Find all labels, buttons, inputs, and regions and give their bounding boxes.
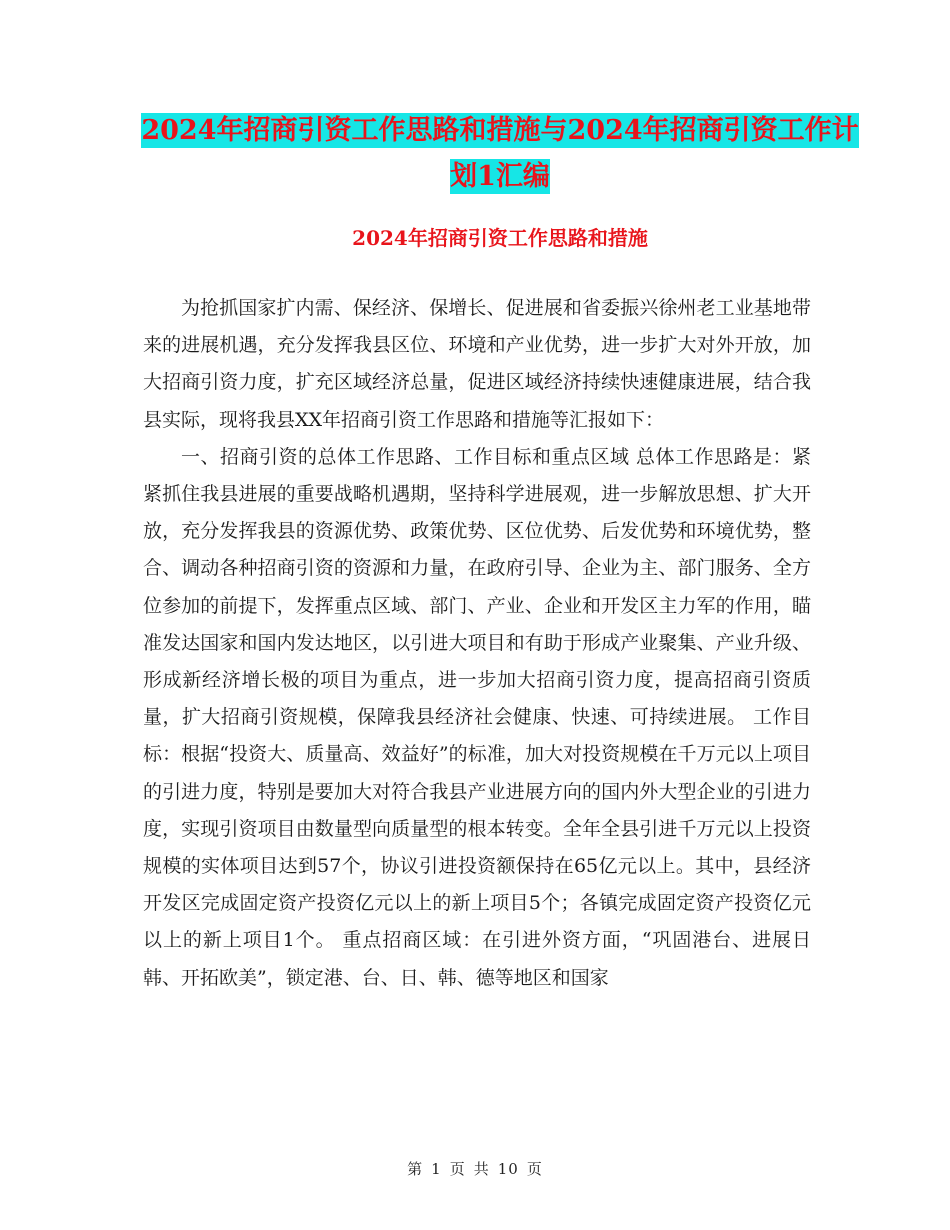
section-title: 2024年招商引资工作思路和措施 [352, 226, 648, 250]
footer-page-label: 页 [449, 1160, 466, 1178]
footer-current-page: 1 [431, 1160, 442, 1178]
document-body [143, 290, 811, 997]
footer-total-label: 共 [473, 1160, 490, 1178]
document-title-text: 2024年招商引资工作思路和措施与2024年招商引资工作计划1汇编 [141, 115, 859, 192]
footer-prefix: 第 [407, 1160, 424, 1178]
paragraph: 一、招商引资的总体工作思路、工作目标和重点区域 总体工作思路是：紧紧抓住我县进展的重要战略机遇期，坚持科学进展观，进一步解放思想、扩大开放，充分发挥我县的资源优势、政策优势、区位优势、后发优势和环境优势，整合、调动各种招商引资的资源和力量，在政府引导、企业为主、部门服务、全方位参加的前提下，发挥重点区域、部门、产业、企业和开发区主力军的作用，瞄准发达国家和国内发达地区，以引进大项目和有助于形成产业聚集、产业升级、形成新经济增长极的项目为重点，进一步加大招商引资力度，提高招商引资质量，扩大招商引资规模，保障我县经济社会健康、快速、可持续进展。 工作目标：根据“投资大、质量高、效益好”的标准，加大对投资规模在千万元以上项目的引进力度，特别是要加大对符合我县产业进展方向的国内外大型企业的引进力度，实现引资项目由数量型向质量型的根本转变。全年全县引进千万元以上投资规模的实体项目达到57个，协议引进投资额保持在65亿元以上。其中，县经济开发区完成固定资产投资亿元以上的新上项目5个；各镇完成固定资产投资亿元以上的新上项目1个。 重点招商区域：在引进外资方面，“巩固港台、进展日韩、开拓欧美”，锁定港、台、日、韩、德等地区和国家 [143, 445, 811, 989]
paragraph: 为抢抓国家扩内需、保经济、保增长、促进展和省委振兴徐州老工业基地带来的进展机遇，充分发挥我县区位、环境和产业优势，进一步扩大对外开放，加大招商引资力度，扩充区域经济总量，促进区域经济持续快速健康进展，结合我县实际，现将我县XX年招商引资工作思路和措施等汇报如下： [143, 297, 811, 431]
footer-total-pages: 10 [497, 1160, 519, 1178]
footer-suffix: 页 [526, 1160, 543, 1178]
page-number-footer [0, 1158, 950, 1179]
document-title [140, 108, 860, 200]
